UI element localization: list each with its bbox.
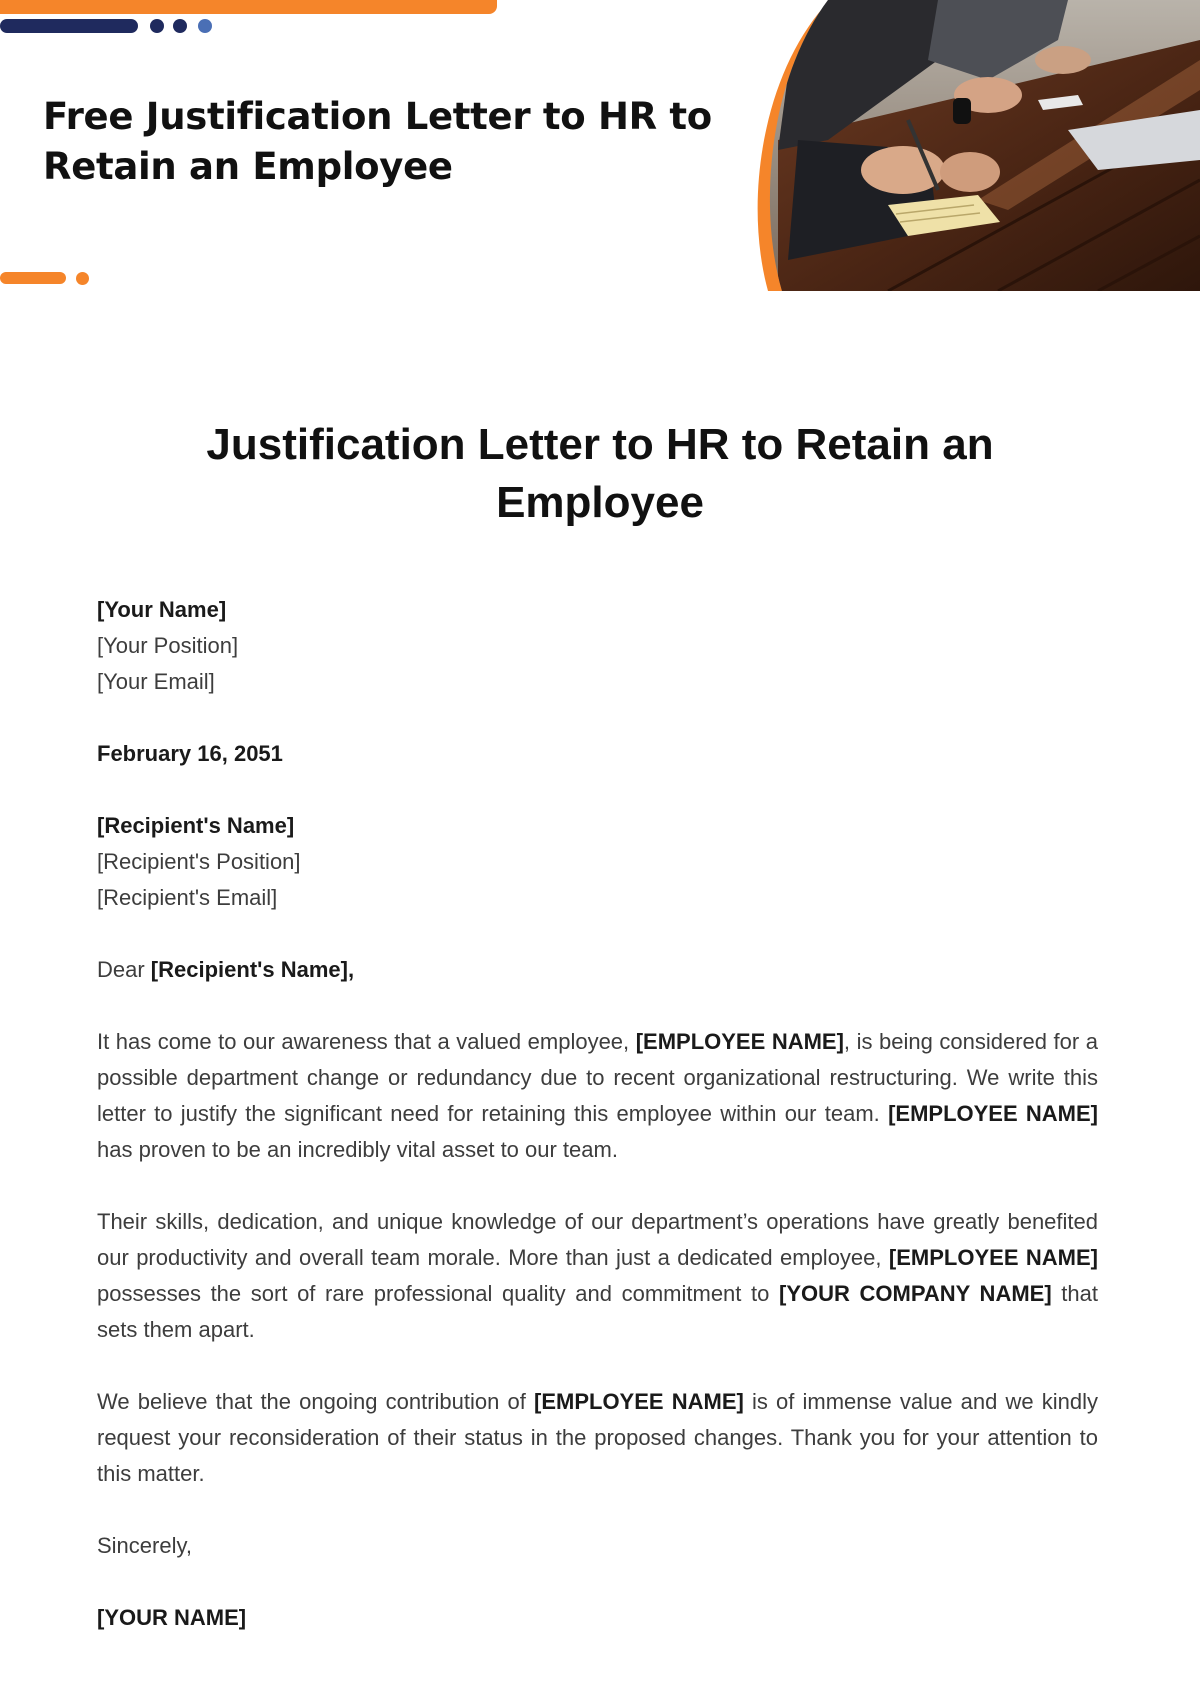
paragraph-text: has proven to be an incredibly vital asset to our team.: [97, 1137, 618, 1162]
header-banner: [0, 0, 1200, 300]
banner-photo: [738, 0, 1200, 291]
sender-name: [Your Name]: [97, 597, 227, 622]
signature-name: [YOUR NAME]: [97, 1605, 247, 1630]
body-paragraph-1: [97, 1024, 1098, 1168]
recipient-name: [Recipient's Name]: [97, 813, 295, 838]
document-title: [100, 416, 1100, 532]
closing: Sincerely,: [97, 1533, 192, 1558]
sender-email: [Your Email]: [97, 669, 215, 694]
decor-dot: [173, 19, 187, 33]
body-paragraph-2: [97, 1204, 1098, 1348]
employee-name-placeholder: [EMPLOYEE NAME]: [534, 1389, 744, 1414]
recipient-position: [Recipient's Position]: [97, 849, 301, 874]
letter-body: [97, 592, 1098, 1636]
sender-position: [Your Position]: [97, 633, 239, 658]
paragraph-text: Their skills, dedication, and unique knowledge of our department’s operations have greatly benefited our productivity and overall team morale. More than just a dedicated employee,: [97, 1209, 1098, 1270]
decor-dot: [150, 19, 164, 33]
paragraph-text: is of immense value and we kindly request your reconsideration of their status in the proposed changes. Thank you for your attention to this matter.: [97, 1389, 1098, 1486]
decor-orange-bar: [0, 272, 66, 284]
salutation-name: [Recipient's Name]: [150, 957, 348, 982]
paragraph-text: It has come to our awareness that a valued employee,: [97, 1029, 636, 1054]
body-paragraph-3: [97, 1384, 1098, 1492]
recipient-block: [97, 808, 1098, 916]
employee-name-placeholder: [EMPLOYEE NAME]: [635, 1029, 844, 1054]
banner-title-line: Free Justification Letter to HR to: [43, 95, 712, 138]
recipient-email: [Recipient's Email]: [97, 885, 278, 910]
paragraph-text: possesses the sort of rare professional quality and commitment to: [97, 1281, 779, 1306]
paragraph-text: that sets them apart.: [97, 1281, 1098, 1342]
decor-navy-bar: [0, 19, 138, 33]
salutation-suffix: ,: [347, 957, 355, 982]
paragraph-text: We believe that the ongoing contribution of: [97, 1389, 534, 1414]
document-title-line: Employee: [496, 478, 704, 527]
company-name-placeholder: [YOUR COMPANY NAME]: [779, 1281, 1052, 1306]
decor-dot: [76, 272, 89, 285]
paragraph-text: , is being considered for a possible department change or redundancy due to recent organizational restructuring. We write this letter to justify the significant need for retaining this employee within our team.: [97, 1029, 1098, 1126]
employee-name-placeholder: [EMPLOYEE NAME]: [888, 1101, 1099, 1126]
sender-block: [97, 592, 1098, 700]
document-title-line: Justification Letter to HR to Retain an: [206, 420, 994, 469]
salutation: [97, 952, 1098, 988]
banner-title-line: Retain an Employee: [43, 145, 453, 188]
letter-date: February 16, 2051: [97, 741, 283, 766]
employee-name-placeholder: [EMPLOYEE NAME]: [888, 1245, 1098, 1270]
salutation-prefix: Dear: [97, 957, 151, 982]
decor-dot: [198, 19, 212, 33]
decor-orange-bar: [0, 0, 497, 14]
banner-title: [43, 92, 743, 192]
meeting-photo-image: [738, 0, 1200, 291]
